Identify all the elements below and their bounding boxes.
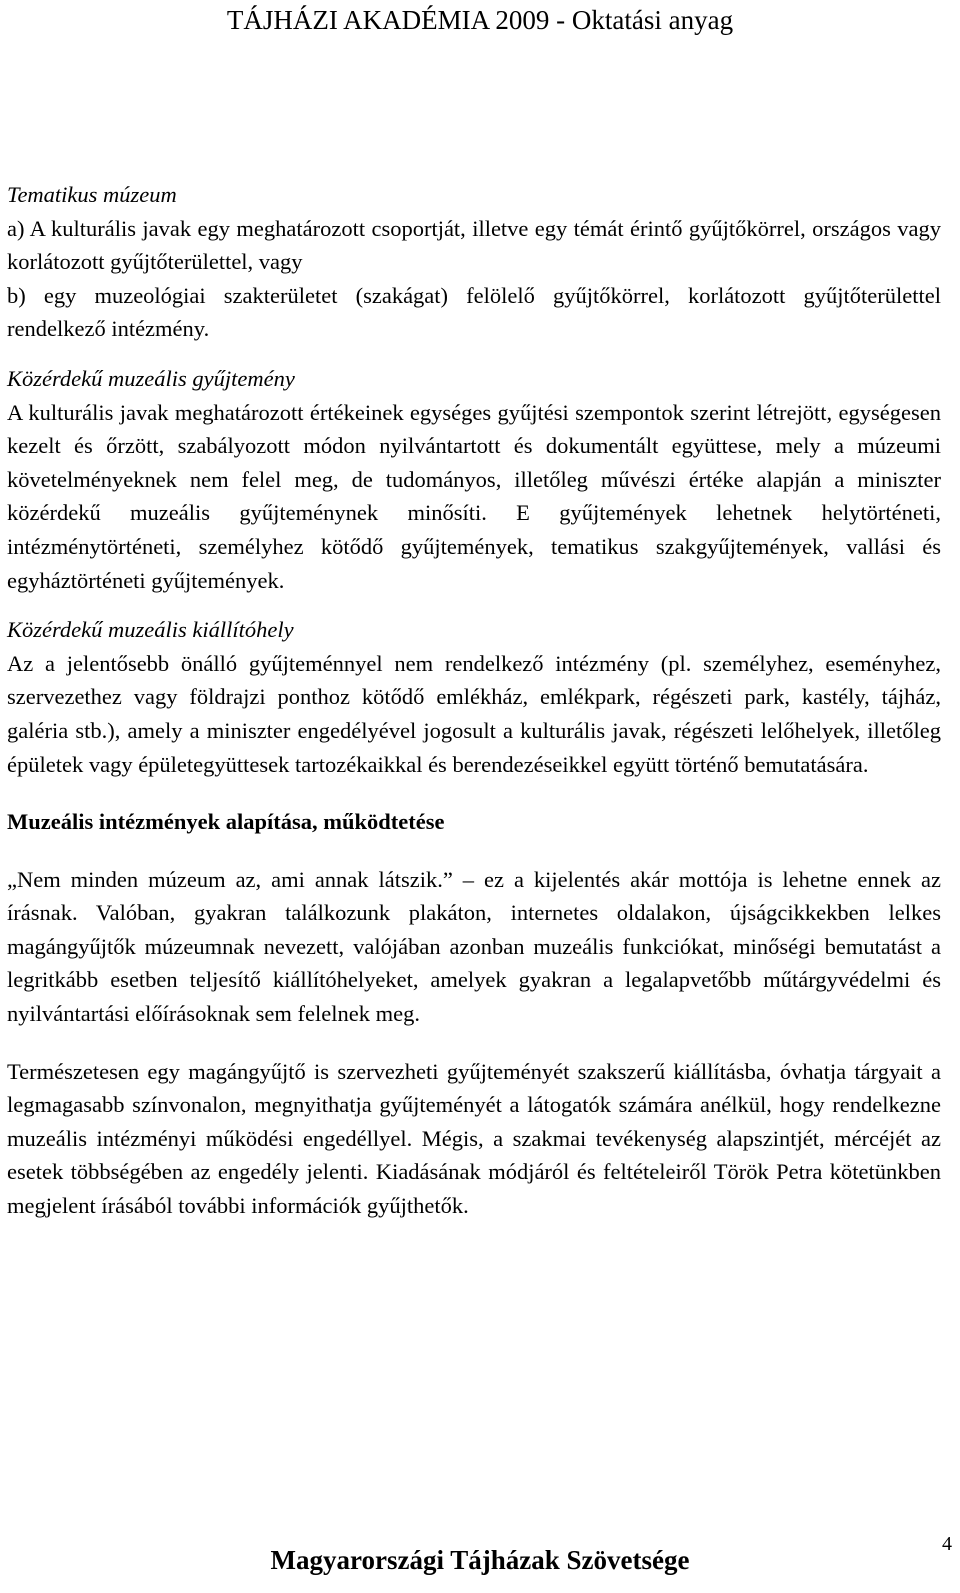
section-title-gyujtemeny: Közérdekű muzeális gyűjtemény	[7, 365, 295, 391]
header-title: TÁJHÁZI AKADÉMIA 2009 - Oktatási anyag	[226, 5, 734, 35]
footer-organization: Magyarországi Tájházak Szövetsége	[270, 1545, 690, 1575]
gyujtemeny-body: A kulturális javak meghatározott értékeinek egységes gyűjtési szempontok szerint létrejött, egységesen kezelt és őrzött, szabályozott módon nyilvántartott és dokumentált együttese, mely a múzeumi követelményeknek nem felel meg, de tudományos, illetőleg művészi értéke alapján a miniszter közérdekű muzeális gyűjteménynek minősíti. E gyűjtemények lehetnek helytörténeti, intézménytörténeti, személyhez kötődő gyűjtemények, tematikus szakgyűjtemények, vallási és egyháztörténeti gyűjtemények.	[7, 399, 941, 593]
section-heading-alapitas: Muzeális intézmények alapítása, működtetése	[7, 809, 445, 835]
page-header	[0, 4, 960, 36]
page-number: 4	[942, 1533, 952, 1555]
section-title-tematikus: Tematikus múzeum	[7, 182, 177, 207]
tematikus-line-b: b) egy muzeológiai szakterületet (szakágat) felölelő gyűjtőkörrel, korlátozott gyűjtőterülettel rendelkező intézmény.	[7, 282, 941, 342]
kiallitohely-body: Az a jelentősebb önálló gyűjteménnyel nem rendelkező intézmény (pl. személyhez, eseményhez, szervezethez vagy földrajzi ponthoz kötődő emlékház, emlékpark, régészeti park, kastély, tájház, galéria stb.), amely a miniszter engedélyével jogosult a kulturális javak, régészeti lelőhelyek, illetőleg épületek vagy épületegyüttesek tartozékaikkal és berendezéseikkel együtt történő bemutatására.	[7, 650, 941, 777]
section-title-kiallitohely: Közérdekű muzeális kiállítóhely	[7, 617, 294, 643]
alapitas-paragraph-2: Természetesen egy magángyűjtő is szervezheti gyűjteményét szakszerű kiállításba, óvhatja tárgyait a legmagasabb színvonalon, megnyithatja gyűjteményét a látogatók számára anélkül, hogy rendelkezne muzeális intézményi működési engedéllyel. Mégis, a szakmai tevékenység alapszintjét, mércéjét az esetek többségében az engedély jelenti. Kiadásának módjáról és feltételeiről Török Petra kötetünkben megjelent írásából további információk gyűjthetők.	[7, 1058, 941, 1219]
alapitas-paragraph-1: „Nem minden múzeum az, ami annak látszik.” – ez a kijelentés akár mottója is lehetne ennek az írásnak. Valóban, gyakran találkozunk plakáton, internetes oldalakon, újságcikkekben lelkes magángyűjtők múzeumnak nevezett, valójában azonban muzeális funkciókat, minőségi bemutatást a legritkább esetben teljesítő kiállítóhelyeket, amelyek gyakran a legalapvetőbb műtárgyvédelmi és nyilvántartási előírásoknak sem felelnek meg.	[7, 866, 941, 1027]
page-footer	[0, 1542, 960, 1578]
tematikus-line-a: a) A kulturális javak egy meghatározott csoportját, illetve egy témát érintő gyűjtőkörrel, országos vagy korlátozott gyűjtőterülettel, vagy	[7, 215, 941, 275]
document-body	[7, 178, 941, 1223]
